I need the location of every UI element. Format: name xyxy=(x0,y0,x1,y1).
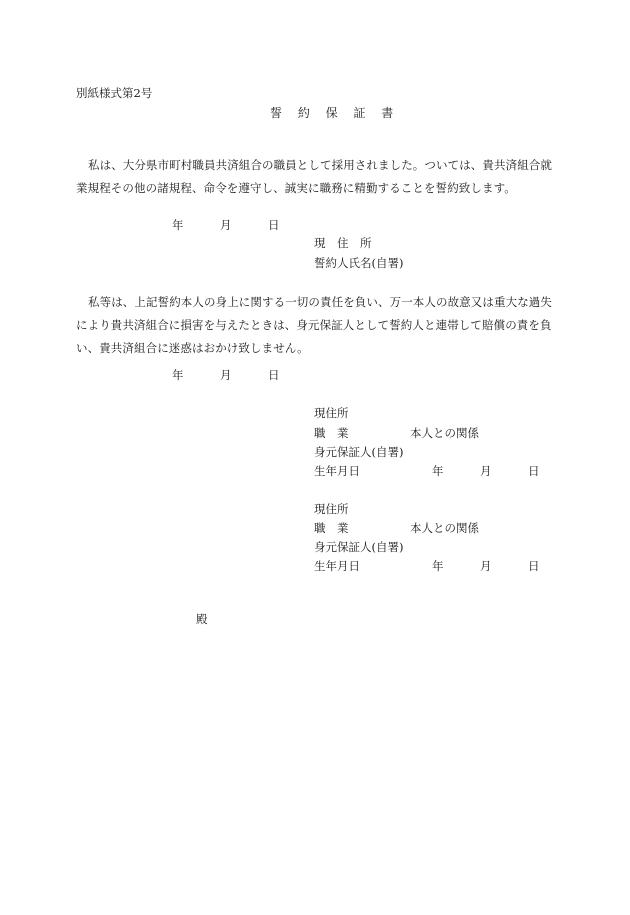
birth-year-label: 年 xyxy=(432,464,444,478)
date-month-label: 月 xyxy=(220,368,232,382)
guarantor-birthdate-label: 生年月日 xyxy=(314,559,360,573)
guarantee-paragraph: 私等は、上記誓約本人の身上に関する一切の責任を負い、万一本人の故意又は重大な過失により貴共済組合に損害を与えたときは、身元保証人として誓約人と連帯して賠償の責を負い、貴共済組合に迷惑はおかけ致しません。 xyxy=(76,295,552,355)
date-month-label: 月 xyxy=(220,218,232,232)
pledger-name-label: 誓約人氏名(自署) xyxy=(314,256,404,270)
date-year-label: 年 xyxy=(172,368,184,382)
guarantor-address-label: 現住所 xyxy=(314,406,349,420)
pledge-paragraph: 私は、大分県市町村職員共済組合の職員として採用されました。ついては、貴共済組合就業規程その他の諸規程、命令を遵守し、誠実に職務に精勤することを誓約致します。 xyxy=(76,158,552,195)
birth-year-label: 年 xyxy=(432,559,444,573)
guarantor-relation-label: 本人との関係 xyxy=(410,521,479,535)
guarantor-address-label: 現住所 xyxy=(314,502,349,516)
guarantor-occupation-label: 職 業 xyxy=(314,426,349,440)
guarantor-name-label: 身元保証人(自署) xyxy=(314,540,404,554)
guarantor-occupation-label: 職 業 xyxy=(314,521,349,535)
document-title: 誓 約 保 証 書 xyxy=(270,106,400,120)
guarantor-relation-label: 本人との関係 xyxy=(410,426,479,440)
form-number: 別紙様式第2号 xyxy=(76,86,153,100)
date-year-label: 年 xyxy=(172,218,184,232)
birth-day-label: 日 xyxy=(528,559,540,573)
birth-day-label: 日 xyxy=(528,464,540,478)
date-day-label: 日 xyxy=(268,368,280,382)
birth-month-label: 月 xyxy=(480,464,492,478)
addressee-suffix: 殿 xyxy=(196,612,208,626)
guarantor-name-label: 身元保証人(自署) xyxy=(314,445,404,459)
date-day-label: 日 xyxy=(268,218,280,232)
pledger-address-label: 現 住 所 xyxy=(314,236,372,250)
guarantor-birthdate-label: 生年月日 xyxy=(314,464,360,478)
birth-month-label: 月 xyxy=(480,559,492,573)
